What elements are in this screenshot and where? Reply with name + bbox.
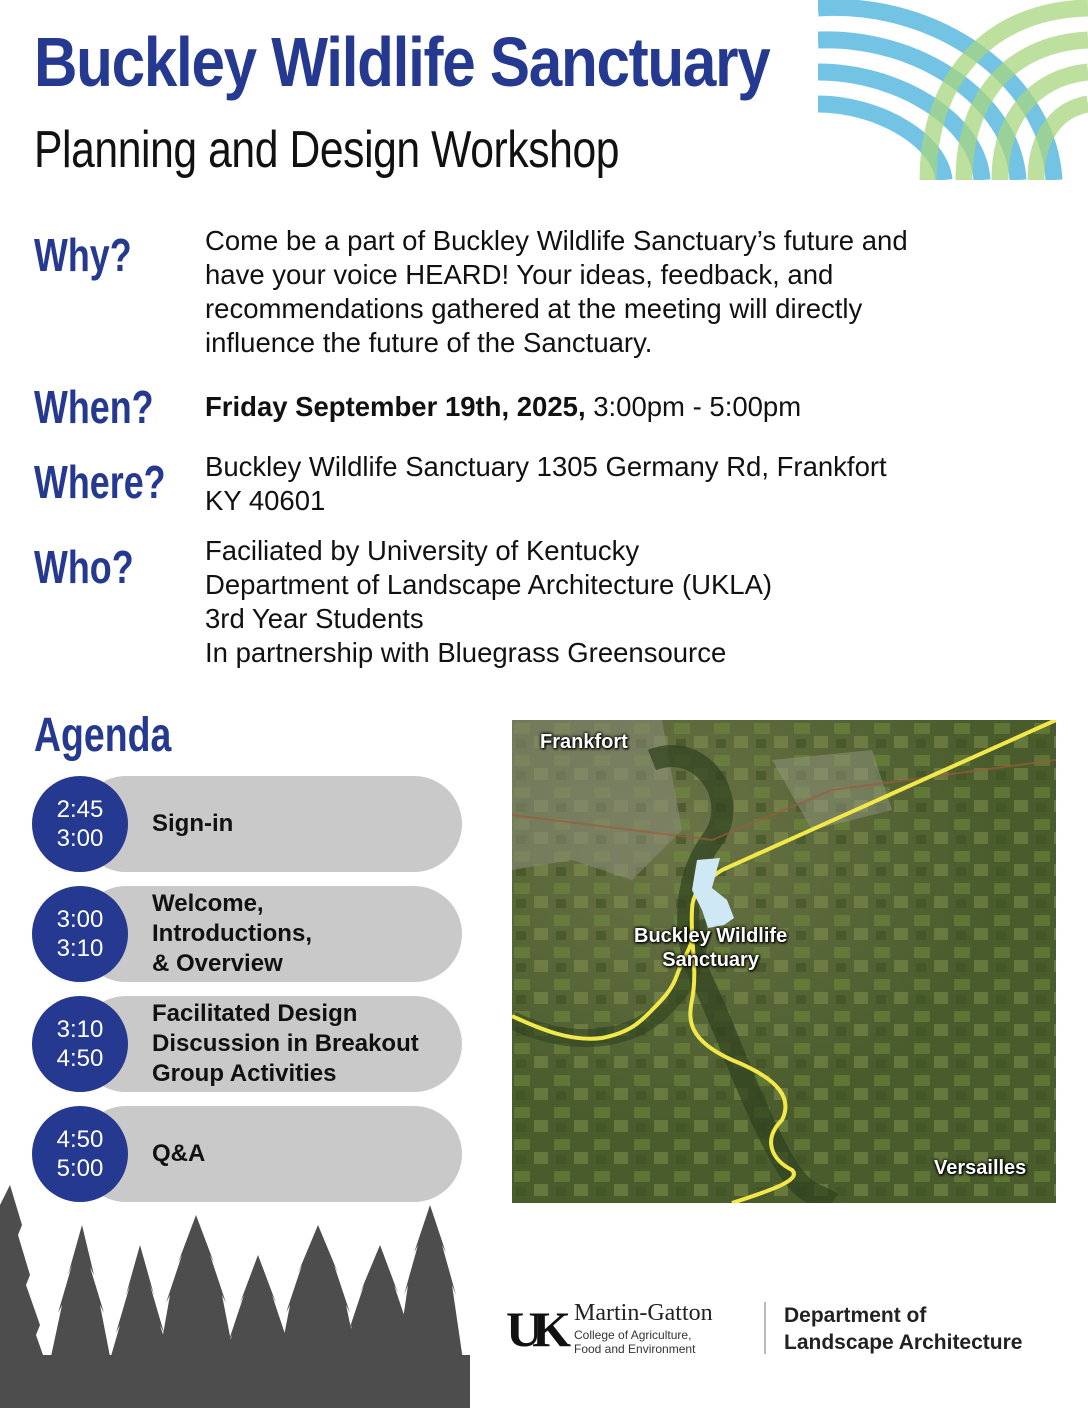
agenda-start-time: 4:50 [56,1126,104,1153]
arcs-logo-graphic [818,0,1088,180]
agenda-item [32,886,462,982]
when-label: When? [34,381,154,433]
tree-silhouette-graphic [0,1185,470,1408]
satellite-map [512,720,1056,1203]
when-text [205,390,1005,424]
agenda-title: Agenda [34,709,172,762]
page-title: Buckley Wildlife Sanctuary [34,23,770,101]
map-label-sanctuary: Buckley Wildlife Sanctuary [634,925,788,971]
page-subtitle: Planning and Design Workshop [34,121,620,179]
when-time: 3:00pm - 5:00pm [585,391,802,422]
where-line-1: Buckley Wildlife Sanctuary 1305 Germany Rd, Frankfort [205,451,887,482]
agenda-item [32,776,462,872]
agenda-time-circle [32,776,128,872]
map-label-frankfort: Frankfort [540,731,628,753]
who-label: Who? [34,541,134,593]
map-label-versailles: Versailles [934,1157,1027,1179]
department-name: Department of Landscape Architecture [784,1304,1023,1354]
where-label: Where? [34,456,166,508]
who-line-3: 3rd Year Students [205,603,424,634]
college-name: Martin-Gatton [574,1300,713,1326]
agenda-end-time: 5:00 [56,1155,104,1182]
agenda-start-time: 2:45 [56,796,104,823]
when-date: Friday September 19th, 2025, [205,391,586,422]
who-text [205,534,1005,670]
uk-mark: UK [506,1301,561,1357]
where-line-2: KY 40601 [205,485,326,516]
agenda-time-circle [32,886,128,982]
why-text: Come be a part of Buckley Wildlife Sanctuary’s future and have your voice HEARD! Your ideas, feedback, and recommendations gathered at the meeting will directly influence the future of the Sanctuary. [205,225,908,358]
who-line-4: In partnership with Bluegrass Greensource [205,637,727,668]
agenda-start-time: 3:00 [56,906,104,933]
agenda-end-time: 4:50 [56,1045,104,1072]
who-line-1: Faciliated by University of Kentucky [205,535,640,566]
agenda-end-time: 3:00 [56,825,104,852]
why-label: Why? [34,229,132,281]
uk-martin-gatton-logo [506,1300,762,1362]
college-subtitle: College of Agriculture, Food and Environment [574,1328,696,1356]
logo-divider [764,1302,766,1354]
who-line-2: Department of Landscape Architecture (UKLA) [205,569,773,600]
agenda-label: Sign-in [152,810,234,837]
where-text [205,450,1005,518]
agenda-time-circle [32,996,128,1092]
agenda-start-time: 3:10 [56,1016,104,1043]
agenda-item [32,996,462,1092]
agenda-label: Welcome, Introductions, & Overview [152,890,312,977]
agenda-label: Facilitated Design Discussion in Breakout Group Activities [152,1000,419,1087]
agenda-end-time: 3:10 [56,935,104,962]
agenda-label: Q&A [152,1140,206,1167]
